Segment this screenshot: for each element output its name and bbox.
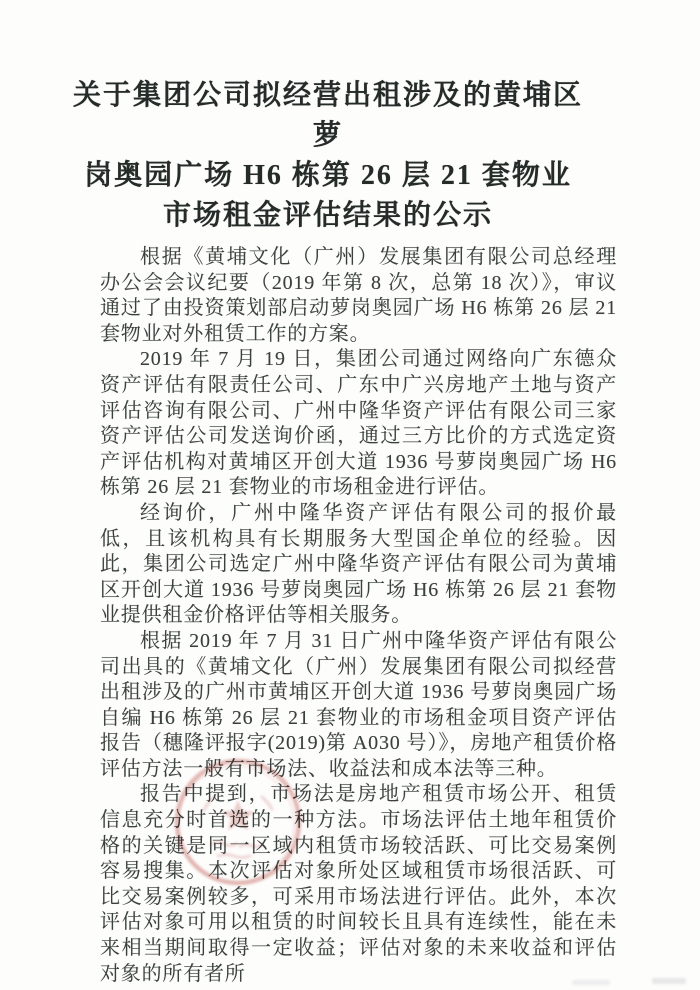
title-line-2: 岗奥园广场 H6 栋第 26 层 21 套物业 bbox=[84, 160, 572, 191]
paragraph-4: 根据 2019 年 7 月 31 日广州中隆华资产评估有限公司出具的《黄埔文化（广州）发展集团有限公司拟经营出租涉及的广州市黄埔区开创大道 1936 号萝岗奥园广场自编 H6 栋第 26 层 21 套物业的市场租金项目资产评估报告（穗隆评报字(2019)第 A030 号）》，房地产租赁价格评估方法一般有市场法、收益法和成本法等三种。 bbox=[100, 629, 617, 780]
paragraph-3: 经询价，广州中隆华资产评估有限公司的报价最低，且该机构具有长期服务大型国企单位的经验。因此，集团公司选定广州中隆华资产评估有限公司为黄埔区开创大道 1936 号萝岗奥园广场 H6 栋第 26 层 21 套物业提供租金价格评估等相关服务。 bbox=[100, 501, 617, 627]
title-line-3: 市场租金评估结果的公示 bbox=[162, 200, 493, 231]
scan-artifact bbox=[652, 978, 686, 984]
document-title bbox=[68, 76, 588, 236]
title-line-1: 关于集团公司拟经营出租涉及的黄埔区萝 bbox=[72, 80, 583, 151]
document-body bbox=[100, 245, 617, 987]
paragraph-5: 报告中提到，市场法是房地产租赁市场公开、租赁信息充分时首选的一种方法。市场法评估土地年租赁价格的关键是同一区域内租赁市场较活跃、可比交易案例容易搜集。本次评估对象所处区域租赁市场很活跃、可比交易案例较多，可采用市场法进行评估。此外，本次评估对象可用以租赁的时间较长且具有连续性，能在未来相当期间取得一定收益；评估对象的未来收益和评估对象的所有者所 bbox=[100, 783, 617, 985]
paragraph-2: 2019 年 7 月 19 日，集团公司通过网络向广东德众资产评估有限责任公司、广东中广兴房地产土地与资产评估咨询有限公司、广州中隆华资产评估有限公司三家资产评估公司发送询价函，通过三方比价的方式选定资产评估机构对黄埔区开创大道 1936 号萝岗奥园广场 H6 栋第 26 层 21 套物业的市场租金进行评估。 bbox=[100, 348, 617, 499]
paragraph-1: 根据《黄埔文化（广州）发展集团有限公司总经理办公会会议纪要（2019 年第 8 次，总第 18 次）》，审议通过了由投资策划部启动萝岗奥园广场 H6 栋第 26 层 21 套物业对外租赁工作的方案。 bbox=[100, 246, 617, 345]
scan-artifact bbox=[572, 980, 610, 985]
